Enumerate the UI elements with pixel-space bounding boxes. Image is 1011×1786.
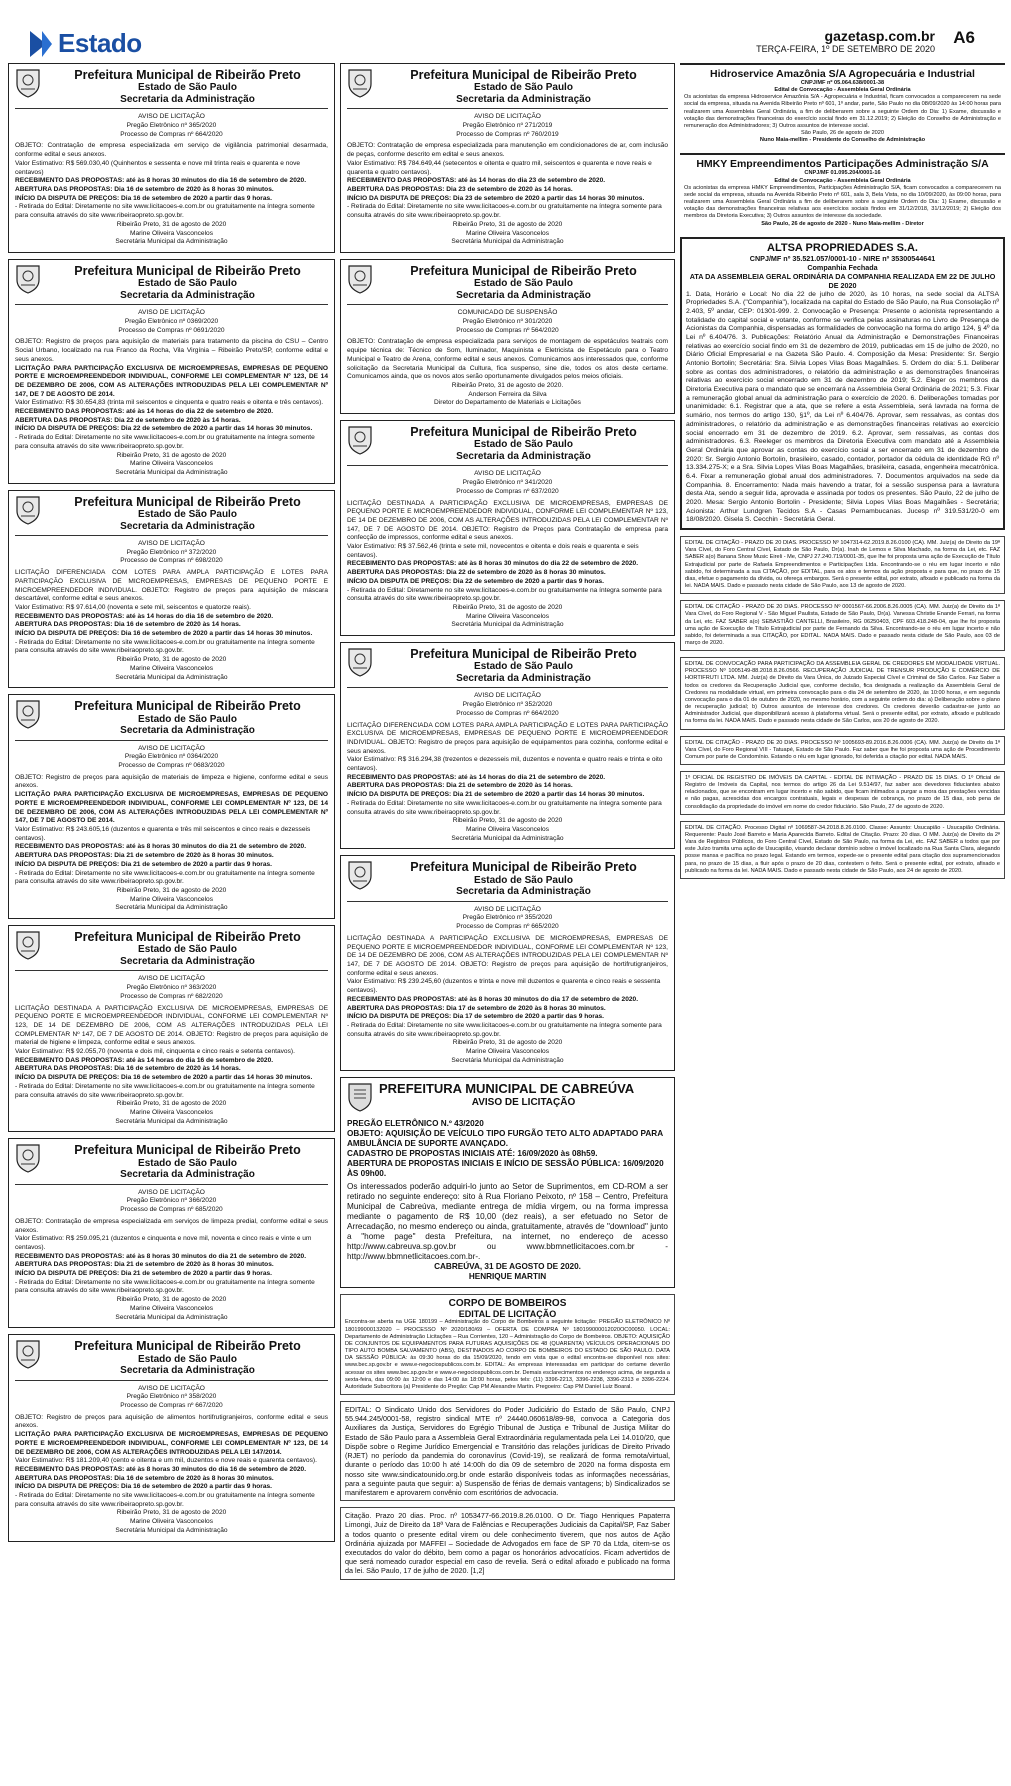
brand-arrow-icon: [42, 31, 52, 57]
notice-objeto: OBJETO: Contratação de empresa especializada em serviço de vigilância patrimonial desarmada, conforme edital e seus anexos.: [15, 142, 328, 159]
ribeirao-notice: [340, 642, 675, 849]
hidroservice-cnpj: CNPJ/MF nº 05.064.638/0001-38: [800, 80, 885, 86]
hidroservice-notice: [680, 63, 1005, 147]
notice-title: AVISO DE LICITAÇÃO: [138, 744, 205, 752]
crest-icon: [15, 68, 41, 98]
notice-org-state: Estado de São Paulo: [138, 944, 237, 956]
notice-abertura: ABERTURA DAS PROPOSTAS: Dia 23 de setembro de 2020 às 14 horas.: [347, 186, 573, 193]
notice-pregao: Pregão Eletrônico nº 301/2020: [462, 318, 553, 325]
edital-notice: [680, 536, 1005, 594]
notice-org-state: Estado de São Paulo: [474, 82, 573, 94]
notice-org-name: Prefeitura Municipal de Ribeirão Preto: [410, 647, 637, 662]
notice-valor: Valor Estimativo: R$ 239.245,60 (duzentos e trinta e nove mil duzentos e quarenta e cinco reais e sessenta centavos).: [347, 978, 661, 995]
notice-inicio: INÍCIO DA DISPUTA DE PREÇOS: Dia 21 de setembro de 2020 a partir das 14 horas 30 minutos.: [347, 791, 645, 799]
brand-logo: [30, 28, 142, 59]
cabreuva-subtitle: AVISO DE LICITAÇÃO: [471, 1097, 576, 1109]
notice-org-dept: Secretaria da Administração: [120, 1365, 255, 1377]
hidroservice-body: Os acionistas da empresa Hidroservice Amazônia S/A - Agropecuária e Industrial, ficam convocados a comparecerem na sede social da empresa, situada na Avenida Ribeirão Preto nº 601, 1º andar, parte, São Paulo no dia 08/09/2020 às 14:00 horas para realizarem uma Assembleia Geral Ordinária, a fim de deliberarem sobre a seguinte Ordem do Dia: 1) Exame, discussão e votação das demonstrações financeiras do exercício social findo em 31.12.2019; 2) Eleição do Conselho de Administração e remuneração dos Administradores; 3) Outros assuntos de interesse social.: [684, 94, 1001, 129]
notice-local: Ribeirão Preto, 31 de agosto de 2020: [116, 656, 227, 664]
ribeirao-notice: [8, 925, 335, 1132]
notice-processo: Processo de Compras nº 0683/2020: [118, 762, 225, 770]
cabreuva-body: Os interessados poderão adquiri-lo junto ao Setor de Suprimentos, em CD-ROM a ser retirado no seguinte endereço: sito à Rua Floriano Peixoto, nº 158 – Centro, Prefeitura Municipal de Cabreúva, mediante entrega de mídia virgem, ou na forma impressa mediante o pagamento de R$ 10,00 (dez reais), a ser efetuado no Setor de Arrecadação, no mesmo endereço ou ainda, gratuitamente, através de "download" junto a "home page" desta Prefeitura, na internet, no endereço de acesso http://www.cabreuva.sp.gov.br ou www.bbmnetlicitacoes.com.br -http://www.bbmnetlicitacoes.com.br-.: [347, 1182, 668, 1262]
cabreuva-abertura: ABERTURA DE PROPOSTAS INICIAIS E INÍCIO DE SESSÃO PÚBLICA: 16/09/2020 ÀS 09h00.: [347, 1159, 664, 1179]
notice-recebimento: RECEBIMENTO DAS PROPOSTAS: até às 14 horas do dia 22 de setembro de 2020.: [15, 408, 274, 416]
notice-objeto: LICITAÇÃO DIFERENCIADA COM LOTES PARA AMPLA PARTICIPAÇÃO E LOTES PARA PARTICIPAÇÃO EXCLUSIVA DE MICROEMPRESAS, EMPRESAS DE PEQUENO PORTE E MICROEMPREENDEDOR INDIVIDUAL. OBJETO: Registro de preços para aquisição de equipamentos para cozinha, conforme edital e seus anexos.: [347, 721, 668, 755]
hmky-cnpj: CNPJ/MF 01.095.204/0001-16: [804, 170, 881, 177]
notice-processo: Processo de Compras nº 685/2020: [120, 1206, 223, 1214]
notice-org-state: Estado de São Paulo: [138, 278, 237, 290]
notice-org-dept: Secretaria da Administração: [120, 520, 255, 532]
cabreuva-name: PREFEITURA MUNICIPAL DE CABREÚVA: [379, 1081, 635, 1097]
notice-signer: Marine Oliveira Vasconcelos: [129, 1304, 214, 1312]
hmky-notice: [680, 153, 1005, 230]
edital-notice: [680, 600, 1005, 651]
notice-org-name: Prefeitura Municipal de Ribeirão Preto: [74, 263, 301, 278]
edital-body: EDITAL DE CITAÇÃO - PRAZO DE 20 DIAS. PROCESSO Nº 0001567-66.2006.8.26.0005 (CA). MM. Juiz(a) de Direito da 1ª Vara Cível, do Foro Regional V - São Miguel Paulista, Estado de São Paulo, Dr(a). Vanessa Christie Enande Ferrari, na forma da Lei, etc. FAZ SABER a(o) SEBASTIÃO CANTELLI, Brasileiro, RG 06250403, CPF 603.418.248-04, que lhe foi proposta uma ação de Execução de Título Extrajudicial por parte de Fernando da Silva. Encontrando-se o réu em lugar incerto e não sabido, foi determinada a sua CITAÇÃO, por EDITAL. NADA MAIS. Dado e passado nesta cidade de São Paulo, aos 03 de março de 2020.: [685, 604, 1000, 646]
notice-signer: Anderson Ferreira da Silva: [468, 390, 547, 398]
notice-org-dept: Secretaria da Administração: [120, 93, 255, 105]
notice-abertura: ABERTURA DAS PROPOSTAS: Dia 21 de setembro de 2020 às 8 horas 30 minutos.: [15, 852, 274, 860]
sindicato-notice: [340, 1401, 675, 1501]
cabreuva-objeto: OBJETO: AQUISIÇÃO DE VEÍCULO TIPO FURGÃO TETO ALTO ADAPTADO PARA AMBULÂNCIA DE SUPORTE AVANÇADO.: [347, 1129, 663, 1149]
notice-signer-role: Secretária Municipal da Administração: [115, 238, 228, 246]
notice-signer-role: Secretária Municipal da Administração: [115, 1313, 228, 1321]
notice-org-name: Prefeitura Municipal de Ribeirão Preto: [74, 68, 301, 82]
ribeirao-notice: [340, 855, 675, 1071]
hidroservice-title: Hidroservice Amazônia S/A Agropecuária e Industrial: [710, 68, 975, 80]
notice-recebimento: RECEBIMENTO DAS PROPOSTAS: até às 8 horas 30 minutos do dia 17 de setembro de 2020.: [347, 995, 639, 1003]
notice-recebimento: RECEBIMENTO DAS PROPOSTAS: até às 14 horas do dia 16 de setembro de 2020.: [15, 1056, 274, 1064]
notice-processo: Processo de Compras nº 698/2020: [120, 557, 223, 565]
notice-title: COMUNICADO DE SUSPENSÃO: [457, 309, 558, 317]
notice-local: Ribeirão Preto, 31 de agosto de 2020: [116, 886, 227, 894]
notice-recebimento: RECEBIMENTO DAS PROPOSTAS: até às 8 horas 30 minutos do dia 16 de setembro de 2020.: [15, 1465, 307, 1473]
notice-retirada: - Retirada do Edital: Diretamente no site www.licitacoes-e.com.br ou gratuitamente na íntegra somente para consulta através do site www.ribeiraopreto.sp.gov.br.: [15, 1278, 315, 1295]
notice-recebimento: RECEBIMENTO DAS PROPOSTAS: até às 8 horas 30 minutos do dia 21 de setembro de 2020.: [15, 1252, 307, 1260]
crest-icon: [15, 930, 41, 960]
notice-abertura: ABERTURA DAS PROPOSTAS: Dia 21 de setembro de 2020 às 14 horas.: [347, 782, 573, 790]
page-number: A6: [953, 28, 975, 47]
notice-title: AVISO DE LICITAÇÃO: [474, 905, 541, 913]
notice-org-dept: Secretaria da Administração: [120, 725, 255, 737]
notice-local: Ribeirão Preto, 31 de agosto de 2020.: [451, 381, 564, 389]
altsa-notice: [680, 237, 1005, 530]
altsa-body: 1. Data, Horário e Local: No dia 22 de julho de 2020, às 10 horas, na sede social da ALTSA Propriedades S.A. ("Companhia"), localizada na capital do Estado de São Paulo, na Rua Consolação nº 2.403, 5º andar, CEP: 01301-999. 2. Convocação e Presença: Presente o acionista representando a totalidade do capital social e votante, conforme se verifica pelas assinaturas no Livro de Presença de Acionistas da Companhia, dispensadas as formalidades de convocação na forma do artigo 124, § 4º da Lei nº 6.404/76. 3. Publicações: Relatório Anual da Administração e Demonstrações Financeiras relativas ao exercício social findo em 31 de dezembro de 2019, publicadas em 15 de julho de 2020, no Diário Oficial Empresarial e na Gazeta São Paulo. 4. Composição da Mesa: Presidente: Sr. Sergio Antonio Bortolin; Secretária: Sra. Silvia Lopes Vilas Boas Magalhães. 5. Ordem do dia: 5.1. Deliberar sobre as contas dos administradores, o relatório da administração e as demonstrações financeiras relativas ao exercício social encerrado em 31 de dezembro de 2019; 5.2. Eleger os membros da Diretoria Executiva para o mandato que se encerrará na Assembleia Geral Ordinária de 2021; 5.3. Fixar a remuneração global anual da administração para o exercício de 2020. 6. Deliberações tomadas por unanimidade: 6.1. Registrar que a ata, que se refere a esta Assembleia, será lavrada na forma de sumário, nos termos do artigo 130, §1º, da Lei nº 6.404/76. Aprovar, sem ressalvas, as contas dos administradores, o relatório da administração e as demonstrações financeiras relativas ao exercício social encerrado em 31 de dezembro de 2019. 6.2. Aprovar, sem ressalvas, as contas dos administradores. 6.3. Reeleger os membros da Diretoria Executiva com mandato até a Assembleia Geral Ordinária que aprovar as contas do exercício social a ser encerrado em 31 de dezembro de 2020: Sr. Sergio Antonio Bortolin, brasileiro, casado, contador, portador da cédula de identidade RG nº 13.334.275-X; e a Sra. Silvia Lopes Vilas Boas Magalhães, brasileira, casada, engenheira mecatrônica. 6.4. Fixar a remuneração global anual dos administradores. 7. Documentos arquivados na sede da Companhia. 8. Encerramento: Nada mais havendo a tratar, foi a sessão suspensa para a lavratura desta Ata, sendo a seguir lida, aprovada e assinada por todos os presentes. São Paulo, 22 de julho de 2020. Mesa: Sergio Antonio Bortolin - Presidente; Silvia Lopes Vilas Boas Magalhães - Secretária; Acionista: Arthur Lundgren Tecidos S.A - Casas Pernambucanas. Jucesp nº 319.531/20-0 em 18/08/2020. Gisela S. Cecchin - Secretária Geral.: [686, 290, 999, 524]
notice-signer: Marine Oliveira Vasconcelos: [129, 895, 214, 903]
notice-title: AVISO DE LICITAÇÃO: [138, 309, 205, 317]
notice-objeto: OBJETO: Registro de preços para aquisição de materiais de limpeza e higiene, conforme edital e seus anexos.: [15, 773, 328, 790]
notice-valor: Valor Estimativo: R$ 37.562,46 (trinta e sete mil, novecentos e oitenta e dois reais e quarenta e seis centavos).: [347, 543, 639, 559]
notice-processo: Processo de Compras nº 637/2020: [456, 487, 559, 495]
notice-valor: Valor Estimativo: R$ 784.649,44 (setecentos e oitenta e quatro mil, seiscentos e quarenta e nove reais e quarenta e quatro centavos).: [347, 159, 652, 176]
notice-signer-role: Secretária Municipal da Administração: [115, 1526, 228, 1534]
notice-org-dept: Secretaria da Administração: [456, 672, 591, 684]
notice-recebimento: RECEBIMENTO DAS PROPOSTAS: até às 8 horas 30 minutos do dia 16 de setembro de 2020.: [15, 177, 307, 185]
notice-org-name: Prefeitura Municipal de Ribeirão Preto: [74, 1143, 301, 1158]
notice-inicio: INÍCIO DA DISPUTA DE PREÇOS: Dia 21 de setembro de 2020 a partir das 9 horas.: [15, 1270, 272, 1278]
notice-retirada: - Retirada do Edital: Diretamente no site www.licitacoes-e.com.br ou gratuitamente na íntegra somente para consulta através do site www.ribeiraopreto.sp.gov.br.: [347, 586, 662, 603]
notice-signer-role: Secretária Municipal da Administração: [115, 673, 228, 681]
notice-abertura: ABERTURA DAS PROPOSTAS: Dia 22 de setembro de 2020 às 14 horas.: [15, 416, 241, 424]
notice-org-state: Estado de São Paulo: [138, 1353, 237, 1365]
crest-icon: [347, 264, 373, 294]
ribeirao-notice: [8, 1138, 335, 1328]
notice-recebimento: RECEBIMENTO DAS PROPOSTAS: até às 14 horas do dia 21 de setembro de 2020.: [347, 773, 606, 781]
notice-inicio: INÍCIO DA DISPUTA DE PREÇOS: Dia 16 de setembro de 2020 a partir das 9 horas.: [15, 194, 272, 202]
notice-valor: Valor Estimativo: R$ 181.209,40 (cento e oitenta e um mil, duzentos e nove reais e quarenta centavos).: [15, 1457, 317, 1465]
notice-signer: Marine Oliveira Vasconcelos: [129, 1108, 214, 1116]
notice-abertura: ABERTURA DAS PROPOSTAS: Dia 16 de setembro de 2020 às 14 horas.: [15, 621, 241, 629]
ribeirao-notice: [8, 1334, 335, 1541]
notice-org-state: Estado de São Paulo: [474, 439, 573, 451]
hidroservice-edital: Edital de Convocação - Assembleia Geral Ordinária: [774, 87, 911, 94]
notice-local: Ribeirão Preto, 31 de agosto de 2020: [116, 220, 227, 228]
notice-signer-role: Secretária Municipal da Administração: [115, 904, 228, 912]
notice-valor: Valor Estimativo: R$ 259.095,21 (duzentos e cinquenta e nove mil, noventa e cinco reais e vinte e um centavos).: [15, 1235, 312, 1251]
notice-inicio: INÍCIO DA DISPUTA DE PREÇOS: Dia 16 de setembro de 2020 a partir das 14 horas 30 minutos.: [15, 630, 313, 638]
cabreuva-notice: [340, 1077, 675, 1288]
ribeirao-notice: [8, 259, 335, 484]
notice-abertura: ABERTURA DAS PROPOSTAS: Dia 16 de setembro de 2020 às 8 horas 30 minutos.: [15, 1474, 274, 1482]
notice-title: AVISO DE LICITAÇÃO: [138, 1188, 205, 1196]
notice-valor: Valor Estimativo: R$ 92.055,70 (noventa e dois mil, cinquenta e cinco reais e setenta centavos).: [15, 1048, 295, 1056]
notice-org-dept: Secretaria da Administração: [456, 289, 591, 301]
notice-title: AVISO DE LICITAÇÃO: [138, 975, 205, 983]
notice-recebimento: RECEBIMENTO DAS PROPOSTAS: até às 8 horas 30 minutos do dia 21 de setembro de 2020.: [15, 843, 307, 851]
hmky-edital: Edital de Convocação - Assembleia Geral Ordinária: [774, 177, 911, 184]
notice-inicio: INÍCIO DA DISPUTA DE PREÇOS: Dia 21 de setembro de 2020 a partir das 9 horas.: [15, 860, 272, 868]
notice-signer-role: Secretária Municipal da Administração: [115, 1117, 228, 1125]
notice-abertura: ABERTURA DAS PROPOSTAS: Dia 16 de setembro de 2020 às 14 horas.: [15, 1065, 241, 1073]
notice-org-name: Prefeitura Municipal de Ribeirão Preto: [410, 68, 637, 82]
masthead: [30, 28, 975, 58]
hmky-title: HMKY Empreendimentos Participações Administração S/A: [696, 158, 989, 171]
notice-title: AVISO DE LICITAÇÃO: [474, 692, 541, 700]
notice-org-name: Prefeitura Municipal de Ribeirão Preto: [410, 425, 637, 440]
altsa-type: Companhia Fechada: [807, 262, 878, 272]
notice-signer: Marine Oliveira Vasconcelos: [465, 825, 550, 833]
ribeirao-notice: [340, 420, 675, 636]
notice-org-state: Estado de São Paulo: [474, 661, 573, 673]
column-1: [8, 63, 335, 1548]
notice-objeto: LICITAÇÃO DIFERENCIADA COM LOTES PARA AMPLA PARTICIPAÇÃO E LOTES PARA PARTICIPAÇÃO EXCLUSIVA DE MICROEMPRESAS, EMPRESAS DE PEQUENO PORTE E MICROEMPREENDEDOR INDIVIDUAL. OBJETO: Registro de preços para aquisição de máscara descartável, conforme edital e seus anexos.: [15, 569, 328, 603]
cabreuva-sign-date: CABREÚVA, 31 DE AGOSTO DE 2020.: [434, 1262, 581, 1272]
cabreuva-pregao: PREGÃO ELETRÔNICO N.º 43/2020: [347, 1119, 484, 1129]
crest-icon: [15, 264, 41, 294]
notice-objeto: OBJETO: Registro de preços para aquisição de alimentos hortifrutigranjeiros, conforme edital e seus anexos.: [15, 1413, 328, 1430]
notice-inicio: INÍCIO DA DISPUTA DE PREÇOS: Dia 17 de setembro de 2020 a partir das 9 horas.: [347, 1013, 604, 1021]
notice-abertura: ABERTURA DAS PROPOSTAS: Dia 22 de setembro de 2020 às 8 horas 30 minutos.: [347, 569, 606, 577]
ribeirao-notice: [8, 694, 335, 919]
notice-inicio: INÍCIO DA DISPUTA DE PREÇOS: Dia 22 de setembro de 2020 a partir das 9 horas.: [347, 577, 604, 585]
crest-icon: [15, 495, 41, 525]
notice-local: Ribeirão Preto, 31 de agosto de 2020: [116, 451, 227, 459]
hmky-body: Os acionistas da empresa HMKY Empreendimentos, Participações Administração S/A, ficam convocados a comparecerem na sede social da empresa, situada na Avenida Ribeirão Preto nº 601, sala 3, Bela Vista, no dia 10/09/2020, às 09:00 horas, para realizarem uma Assembleia Geral Ordinária a fim de deliberarem sobre a seguinte Ordem do Dia: 1) Exame, discussão e votação das demonstrações financeiras relativas aos exercícios sociais findos em 31/12/2018, 31/12/2019; 2) Eleição dos membros da Diretoria Executiva; 3) Outros assuntos de interesse da sociedade.: [684, 184, 1001, 220]
notice-local: Ribeirão Preto, 31 de agosto de 2020: [452, 603, 563, 611]
notice-org-name: Prefeitura Municipal de Ribeirão Preto: [410, 860, 637, 875]
notice-signer: Marine Oliveira Vasconcelos: [129, 1518, 214, 1526]
notice-licitacao: LICITAÇÃO PARA PARTICIPAÇÃO EXCLUSIVA DE MICROEMPRESAS, EMPRESAS DE PEQUENO PORTE E MICROEMPREENDEDOR INDIVIDUAL, CONFORME LEI COMPLEMENTAR Nº 123, DE 14 DE DEZEMBRO DE 2006, COM AS ALTERAÇÕES INTRODUZIDAS PELA LEI COMPLEMENTAR Nº 147, DE 7 DE AGOSTO DE 2014.: [15, 364, 328, 398]
notice-org-state: Estado de São Paulo: [138, 713, 237, 725]
notice-recebimento: RECEBIMENTO DAS PROPOSTAS: até às 14 horas do dia 23 de setembro de 2020.: [347, 177, 606, 185]
edital-body: EDITAL DE CITAÇÃO - PRAZO DE 20 DIAS. PROCESSO Nº 1005693-89.2016.8.26.0006 (CA). MM. Juiz(a) de Direito da 1ª Vara Cível, do Foro Regional VIII - Tatuapé, Estado de São Paulo. Faz saber que lhe foi proposta uma ação de Procedimento Comum por parte de Condomínio. Estando o réu em lugar ignorado, foi deferida a citação por edital. NADA MAIS.: [685, 739, 1000, 760]
notice-processo: Processo de Compras nº 664/2020: [120, 130, 223, 138]
notice-signer: Marine Oliveira Vasconcelos: [129, 460, 214, 468]
notice-processo: Processo de Compras nº 760/2019: [456, 130, 559, 138]
notice-valor: Valor Estimativo: R$ 30.654,83 (trinta mil seiscentos e cinquenta e quatro reais e oitenta e três centavos).: [15, 399, 324, 407]
notice-pregao: Pregão Eletrônico nº 372/2020: [126, 548, 217, 556]
notice-org-dept: Secretaria da Administração: [456, 886, 591, 898]
issue-date: TERÇA-FEIRA, 1º DE SETEMBRO DE 2020: [756, 44, 935, 54]
notice-title: AVISO DE LICITAÇÃO: [138, 113, 205, 121]
notice-signer-role: Diretor do Departamento de Materiais e Licitações: [434, 399, 581, 407]
ribeirao-notice: [8, 63, 335, 253]
notice-processo: Processo de Compras nº 665/2020: [456, 923, 559, 931]
notice-signer: Marine Oliveira Vasconcelos: [465, 229, 550, 237]
notice-retirada: - Retirada do Edital: Diretamente no site www.licitacoes-e.com.br ou gratuitamente na íntegra somente para consulta através do site www.ribeiraopreto.sp.gov.br.: [15, 1492, 315, 1508]
crest-icon: [347, 860, 373, 890]
crest-icon: [15, 1143, 41, 1173]
notice-retirada: - Retirada do Edital: Diretamente no site www.licitacoes-e.com.br ou gratuitamente na íntegra somente para consulta através do site www.ribeiraopreto.sp.gov.br.: [347, 799, 662, 816]
sindicato-body: EDITAL: O Sindicato Unido dos Servidores do Poder Judiciário do Estado de São Paulo, CNPJ 55.944.245/0001-58, registro sindical MTE nº 24440.060618/89-98, convoca a Categoria dos Auxiliares da Justiça, Servidores do Egrégio Tribunal de Justiça e Tribunal de Justiça Militar do Estado de São Paulo para a Assembleia Geral Extraordinária regulamentada pela Lei 14.010/20, que Dispõe sobre o Regime Jurídico Emergencial e Transitório das relações jurídicas de Direito Privado (RJET) no período da pandemia do coronavírus (Covid-19), se realizará de forma remota/virtual, durante o período das 10:00 h até 14:00h do dia 09 de setembro de 2020 na forma disposta em nosso site www.sindicatounido.org.br onde estarão disponíveis todas as informações necessárias, para a seguinte pauta que seguir: a) Suspensão de férias de demais vantagens; b) Sindicalizados se manifestarem e aprovarem convênio com escritórios de advocacia.: [345, 1404, 670, 1497]
notice-signer: Marine Oliveira Vasconcelos: [465, 1048, 550, 1056]
notice-processo: Processo de Compras nº 664/2020: [456, 709, 559, 717]
notice-inicio: INÍCIO DA DISPUTA DE PREÇOS: Dia 23 de setembro de 2020 a partir das 14 horas 30 minutos.: [347, 194, 645, 202]
notice-objeto: OBJETO: Contratação de empresa especializada em serviços de limpeza predial, conforme edital e seus anexos.: [15, 1217, 328, 1234]
notice-pregao: Pregão Eletrônico nº 0369/2020: [124, 318, 219, 325]
crest-icon: [347, 647, 373, 677]
notice-local: Ribeirão Preto, 31 de agosto de 2020: [452, 817, 563, 825]
notice-processo: Processo de Compras nº 564/2020: [456, 326, 559, 334]
edital-body: EDITAL DE CITAÇÃO - PRAZO DE 20 DIAS. PROCESSO Nº 1047314-62.2019.8.26.0100 (CA). MM. Juiz(a) de Direito da 19ª Vara Cível, do Foro Central Cível, Estado de São Paulo, Dr(a). Inah de Lemos e Silva Machado, na forma da Lei, etc. FAZ SABER a(o) Banana Show Music Eireli - Me, CNPJ 27.240.719/0001-35, que lhe foi proposta uma ação de Execução de Título Extrajudicial por parte de Rafaela Empreendimentos e Participações Ltda. Encontrando-se o réu em lugar incerto e não sabido, foi determinada a sua CITAÇÃO, por EDITAL, para os atos e termos da ação proposta e para que, no prazo de 15 dias, efetue o pagamento da dívida, ou ofereça embargos. Será o presente edital, por extrato, afixado e publicado na forma da lei. NADA MAIS. Dado e passado nesta cidade de São Paulo, aos 13 de agosto de 2020.: [685, 540, 1000, 590]
notice-objeto: LICITAÇÃO DESTINADA A PARTICIPAÇÃO EXCLUSIVA DE MICROEMPRESAS, EMPRESAS DE PEQUENO PORTE E MICROEMPREENDEDOR INDIVIDUAL, CONFORME LEI COMPLEMENTAR Nº 123, DE 14 DE DEZEMBRO DE 2006, COM AS ALTERAÇÕES INTRODUZIDAS PELA LEI COMPLEMENTAR Nº 147, DE 7 DE AGOSTO DE 2014. OBJETO: Registro de preços para aquisição de hortifrutigranjeiros, conforme edital e seus anexos.: [347, 934, 668, 977]
notice-org-name: Prefeitura Municipal de Ribeirão Preto: [74, 699, 301, 714]
notice-retirada: - Retirada do Edital: Diretamente no site www.licitacoes-e.com.br ou gratuitamente na íntegra somente para consulta através do site www.ribeiraopreto.sp.gov.br.: [15, 869, 315, 886]
notice-pregao: Pregão Eletrônico nº 352/2020: [462, 701, 553, 709]
edital-body: 1º OFICIAL DE REGISTRO DE IMÓVEIS DA CAPITAL - EDITAL DE INTIMAÇÃO - PRAZO DE 15 DIAS. O 1º Oficial de Registro de Imóveis da Capital, nos termos do artigo 26 da Lei 9.514/97, faz saber aos devedores fiduciantes abaixo relacionados, que se encontram em lugar incerto e não sabido, que ficam intimados a purgar a mora das prestações vencidas e não pagas, acrescidas dos encargos contratuais, legais e despesas de cobrança, no prazo de 15 dias, sob pena de consolidação da propriedade do imóvel em nome do credor fiduciário. São Paulo, 27 de agosto de 2020.: [685, 775, 1000, 810]
notice-signer-role: Secretária Municipal da Administração: [451, 238, 564, 246]
notice-title: AVISO DE LICITAÇÃO: [474, 470, 541, 478]
notice-inicio: INÍCIO DA DISPUTA DE PREÇOS: Dia 22 de setembro de 2020 a partir das 14 horas 30 minutos.: [15, 425, 313, 433]
edital-notice: [680, 821, 1005, 879]
notice-local: Ribeirão Preto, 31 de agosto de 2020: [452, 1039, 563, 1047]
bombeiros-body: Encontra-se aberta na UGE 180199 – Administração do Corpo de Bombeiros a seguinte licitação: PREGÃO ELETRÔNICO Nº 180199000132020 – PROCESSO Nº 2020/180/69 – OFERTA DE COMPRA Nº 180199000012020OC00050. LOCAL: Departamento de Administração Licitações – Rua Corrientes, 120 – Administração do Corpo de Bombeiros. OBJETO: AQUISIÇÃO DE CONJUNTOS DE EQUIPAMENTOS PARA FUTURAS AQUISIÇÕES DE 48 (QUARENTA) VEÍCULOS OPERACIONAIS DO TIPO AUTO BOMBA SALVAMENTO (ABS), DESTINADOS AO CORPO DE BOMBEIROS DO ESTADO DE SÃO PAULO. DATA DA SESSÃO PÚBLICA: às 09:30 horas do dia 15/09/2020, tendo em vista que o edital encontra-se disponível nos sites: www.bec.sp.gov.br e www.e-negociospublicos.com.br. EDITAL: As empresas interessadas em participar do certame deverão acessar os sites www.bec.sp.gov.br e www.e-negociospublicos.com.br. Demais esclarecimentos no endereço acima, de segunda a sexta-feira, das 09:00 às 12:00 e das 14:00 às 18:00 horas, pelos tels: (11) 3396-2213, 3396-2238, 3396-2313 e 3396-2224. Autoridade Subscritora (a) Presidente do Pregão: Cap PM Alexandre Martin. Pregoeiro: Cap PM Daniel Luiz Boaral.: [345, 1319, 670, 1390]
altsa-cnpj: CNPJ/MF nº 35.521.057/0001-10 - NIRE nº 35300544641: [749, 253, 936, 263]
notice-signer: Marine Oliveira Vasconcelos: [465, 612, 550, 620]
notice-valor: Valor Estimativo: R$ 569.030,40 (Quinhentos e sessenta e nove mil trinta reais e quarenta e nove centavos): [15, 159, 301, 176]
notice-abertura: ABERTURA DAS PROPOSTAS: Dia 17 de setembro de 2020 às 8 horas 30 minutos.: [347, 1004, 606, 1012]
notice-org-dept: Secretaria da Administração: [120, 289, 255, 301]
notice-org-name: Prefeitura Municipal de Ribeirão Preto: [410, 263, 637, 278]
notice-licitacao: LICITAÇÃO PARA PARTICIPAÇÃO EXCLUSIVA DE MICROEMPRESAS, EMPRESAS DE PEQUENO PORTE E MICROEMPREENDEDOR INDIVIDUAL, CONFORME LEI COMPLEMENTAR Nº 123, DE 14 DE DEZEMBRO DE 2006, COM AS ALTERAÇÕES INTRODUZIDAS PELA LEI 147/2014.: [15, 1431, 328, 1456]
notice-recebimento: RECEBIMENTO DAS PROPOSTAS: até às 8 horas 30 minutos do dia 22 de setembro de 2020.: [347, 560, 639, 568]
ribeirao-notice: [340, 63, 675, 253]
notice-pregao: Pregão Eletrônico nº 363/2020: [126, 984, 217, 992]
notice-pregao: Pregão Eletrônico nº 365/2020: [126, 122, 217, 130]
notice-objeto: OBJETO: Contratação de empresa especializada para manutenção em condicionadores de ar, com inclusão de peças, conforme descrito em edital e seus anexos.: [347, 142, 668, 159]
notice-processo: Processo de Compras nº 667/2020: [120, 1402, 223, 1410]
hidroservice-date: São Paulo, 26 de agosto de 2020: [800, 130, 885, 137]
notice-org-dept: Secretaria da Administração: [120, 1169, 255, 1181]
notice-retirada: - Retirada do Edital: Diretamente no site www.licitacoes-e.com.br ou gratuitamente na íntegra somente para consulta através do site www.ribeiraopreto.sp.gov.br.: [15, 203, 315, 220]
notice-pregao: Pregão Eletrônico nº 358/2020: [126, 1393, 217, 1401]
notice-pregao: Pregão Eletrônico nº 366/2020: [126, 1197, 217, 1205]
notice-objeto: LICITAÇÃO DESTINADA A PARTICIPAÇÃO EXCLUSIVA DE MICROEMPRESAS, EMPRESAS DE PEQUENO PORTE E MICROEMPREENDEDOR INDIVIDUAL, CONFORME LEI COMPLEMENTAR Nº 123, DE 14 DE DEZEMBRO DE 2006, COM AS ALTERAÇÕES INTRODUZIDAS PELA LEI COMPLEMENTAR Nº 147, DE 7 DE AGOSTO DE 2014. OBJETO: Registro de preços para aquisição de material de higiene e limpeza, conforme edital e seus anexos.: [15, 1004, 328, 1047]
notice-retirada: - Retirada do Edital: Diretamente no site www.licitacoes-e.com.br ou gratuitamente na íntegra somente para consulta através do site www.ribeiraopreto.sp.gov.br.: [347, 1021, 662, 1038]
brand-name: Estado: [58, 28, 142, 58]
notice-retirada: - Retirada do Edital: Diretamente no site www.licitacoes-e.com.br ou gratuitamente na íntegra somente para consulta através do site www.ribeiraopreto.sp.gov.br.: [347, 203, 662, 220]
citacao-body: Citação. Prazo 20 dias. Proc. nº 1053477-66.2019.8.26.0100. O Dr. Tiago Henriques Papaterra Limongi, Juiz de Direito da 18ª Vara de Falências e Recuperações Judiciais da Capital/SP, Faz Saber a todos quanto o presente edital virem ou dele conhecimento tiverem, que nos autos de Ação Ordinária ajuizada por MAFFEI – Sociedade de Advogados em face de SP 70 da Ltda, citem-se os executados do valor do débito, bem como a pagar os honorários advocatícios. Ficam advertidos de que será nomeado curador especial em caso de revelia. Será o edital afixado e publicado na forma da lei. São Paulo, 17 de julho de 2020. [1,2]: [345, 1511, 670, 1576]
notice-inicio: INÍCIO DA DISPUTA DE PREÇOS: Dia 16 de setembro de 2020 a partir das 14 horas 30 minutos.: [15, 1074, 313, 1082]
bombeiros-title: CORPO DE BOMBEIROS: [448, 1298, 567, 1310]
notice-retirada: - Retirada do Edital: Diretamente no site www.licitacoes-e.com.br ou gratuitamente na íntegra somente para consulta através do site www.ribeiraopreto.sp.gov.br.: [15, 1082, 315, 1099]
notice-pregao: Pregão Eletrônico nº 355/2020: [462, 914, 553, 922]
bombeiros-subtitle: EDITAL DE LICITAÇÃO: [458, 1309, 557, 1320]
cabreuva-signer: HENRIQUE MARTIN: [468, 1272, 547, 1282]
notice-org-state: Estado de São Paulo: [474, 874, 573, 886]
notice-org-dept: Secretaria da Administração: [120, 955, 255, 967]
notice-org-state: Estado de São Paulo: [138, 1157, 237, 1169]
ribeirao-notice: [8, 490, 335, 689]
notice-signer-role: Secretária Municipal da Administração: [115, 468, 228, 476]
notice-org-name: Prefeitura Municipal de Ribeirão Preto: [74, 1339, 301, 1354]
notice-valor: Valor Estimativo: R$ 316.294,38 (trezentos e dezesseis mil, duzentos e noventa e quatro reais e trinta e oito centavos).: [347, 756, 663, 773]
notice-org-dept: Secretaria da Administração: [456, 93, 591, 105]
notice-org-name: Prefeitura Municipal de Ribeirão Preto: [74, 494, 301, 509]
notice-licitacao: LICITAÇÃO PARA PARTICIPAÇÃO EXCLUSIVA DE MICROEMPRESAS, EMPRESAS DE PEQUENO PORTE E MICROEMPREENDEDOR INDIVIDUAL, CONFORME LEI COMPLEMENTAR Nº 123, DE 14 DE DEZEMBRO DE 2006, COM AS ALTERAÇÕES INTRODUZIDAS PELA LEI COMPLEMENTAR Nº 147, DE 7 DE AGOSTO DE 2014.: [15, 791, 328, 825]
notice-pregao: Pregão Eletrônico nº 0364/2020: [124, 753, 219, 761]
bombeiros-notice: [340, 1294, 675, 1395]
edital-body: EDITAL DE CITAÇÃO. Processo Digital nº 1069587-34.2018.8.26.0100. Classe: Assunto: Usucapião - Usucapião Ordinária. Requerente: Paulo José Barreto e Maria Aparecida Barreto. Edital de Citação. Prazo: 20 dias. O MM. Juiz(a) de Direito da 2ª Vara de Registros Públicos, do Foro Central Cível, Estado de São Paulo, na forma da Lei, etc. FAZ SABER a todos que por este Juízo tramita uma ação de Usucapião, visando declarar domínio sobre o imóvel localizado na Rua Santa Clara, alegando posse mansa e pacífica no prazo legal. Estando em termos, expede-se o presente edital para citação dos supramencionados para, no prazo de 15 dias, a fluir após o prazo de 20 dias, contestem o feito. Será o presente edital, por extrato, afixado e publicado na forma da lei. NADA MAIS. Dado e passado nesta cidade de São Paulo, aos 24 de agosto de 2020.: [685, 824, 1000, 874]
notice-signer-role: Secretária Municipal da Administração: [451, 621, 564, 629]
notice-signer-role: Secretária Municipal da Administração: [451, 1056, 564, 1064]
notice-title: AVISO DE LICITAÇÃO: [138, 1384, 205, 1392]
crest-icon: [347, 1082, 373, 1112]
notice-abertura: ABERTURA DAS PROPOSTAS: Dia 21 de setembro de 2020 às 8 horas 30 minutos.: [15, 1261, 274, 1269]
edital-body: EDITAL DE CONVOCAÇÃO PARA PARTICIPAÇÃO DA ASSEMBLEIA GERAL DE CREDORES EM MODALIDADE VIRTUAL. PROCESSO Nº 1005149-88.2018.8.26.0566. RECUPERAÇÃO JUDICIAL DE TRENSUR PRODUÇÃO E COMÉRCIO DE HORTIFRUTI LTDA. MM. Juiz(a) de Direito da Vara Única, do Juizado Especial Cível e Criminal de São Carlos. Faz Saber a todos os credores da Recuperação Judicial que, conforme decisão, fica designada a realização da Assembleia Geral de Credores na modalidade virtual, em primeira convocação para o dia 24 de setembro de 2020, às 10:00 horas, e em segunda convocação para o dia 01 de outubro de 2020, no mesmo horário, com a seguinte ordem do dia: a) Deliberação sobre o plano de recuperação judicial; b) Outros assuntos de interesse dos credores. Os credores deverão cadastrar-se junto ao Administrador Judicial, que disponibilizará acesso à plataforma virtual. Será o presente edital, por extrato, afixado e publicado na forma da lei. NADA MAIS. Dado e passado nesta cidade de São Carlos, aos 20 de agosto de 2020.: [685, 661, 1000, 725]
edital-notice: [680, 736, 1005, 765]
altsa-title: ALTSA PROPRIEDADES S.A.: [767, 241, 918, 254]
notice-org-state: Estado de São Paulo: [138, 509, 237, 521]
crest-icon: [347, 68, 373, 98]
notice-org-name: Prefeitura Municipal de Ribeirão Preto: [74, 930, 301, 945]
edital-notice: [680, 657, 1005, 729]
site-url: gazetasp.com.br: [824, 28, 935, 44]
crest-icon: [15, 1339, 41, 1369]
ribeirao-notice: [340, 259, 675, 414]
notice-local: Ribeirão Preto, 31 de agosto de 2020: [452, 220, 563, 228]
notice-org-dept: Secretaria da Administração: [456, 450, 591, 462]
cabreuva-cadastro: CADASTRO DE PROPOSTAS INICIAIS ATÉ: 16/09/2020 às 08h59.: [347, 1149, 598, 1159]
notice-inicio: INÍCIO DA DISPUTA DE PREÇOS: Dia 16 de setembro de 2020 a partir das 9 horas.: [15, 1483, 272, 1491]
hmky-date: São Paulo, 26 de agosto de 2020 - Nuno Maia-mellim - Diretor: [761, 220, 924, 227]
crest-icon: [347, 425, 373, 455]
notice-signer: Marine Oliveira Vasconcelos: [129, 229, 214, 237]
notice-pregao: Pregão Eletrônico nº 271/2019: [462, 122, 553, 130]
notice-retirada: - Retirada do Edital: Diretamente no site www.licitacoes-e.com.br ou gratuitamente na íntegra somente para consulta através do site www.ribeiraopreto.sp.gov.br.: [15, 638, 315, 655]
notice-valor: Valor Estimativo: R$ 97.614,00 (noventa e sete mil, seiscentos e quatorze reais).: [15, 603, 251, 611]
altsa-ata: ATA DA ASSEMBLEIA GERAL ORDINÁRIA DA COMPANHIA REALIZADA EM 22 DE JULHO DE 2020: [689, 272, 996, 291]
notice-pregao: Pregão Eletrônico nº 341/2020: [462, 479, 553, 487]
notice-org-state: Estado de São Paulo: [138, 82, 237, 94]
column-2: [340, 63, 675, 1586]
notice-objeto: LICITAÇÃO DESTINADA A PARTICIPAÇÃO EXCLUSIVA DE MICROEMPRESAS, EMPRESAS DE PEQUENO PORTE E MICROEMPREENDEDOR INDIVIDUAL, CONFORME LEI COMPLEMENTAR Nº 123, DE 14 DE DEZEMBRO DE 2006, COM AS ALTERAÇÕES INTRODUZIDAS PELA LEI COMPLEMENTAR Nº 147, DE 7 DE AGOSTO DE 2014. OBJETO: Registro de Preços para Contratação de empresa para confecção de impressos, conforme edital e seus anexos.: [347, 499, 668, 542]
edital-notice: [680, 771, 1005, 815]
crest-icon: [15, 699, 41, 729]
citacao-notice: [340, 1507, 675, 1580]
notice-local: Ribeirão Preto, 31 de agosto de 2020: [116, 1100, 227, 1108]
notice-processo: Processo de Compras nº 682/2020: [120, 992, 223, 1000]
notice-org-state: Estado de São Paulo: [474, 278, 573, 290]
notice-local: Ribeirão Preto, 31 de agosto de 2020: [116, 1296, 227, 1304]
notice-objeto: OBJETO: Registro de preços para aquisição de materiais para tratamento da piscina do CSU – Centro Social Urbano, localizado na rua Franco da Rocha, Vila Virgínia – Ribeirão Preto/SP, conforme edital e seus anexos.: [15, 338, 328, 363]
notice-local: Ribeirão Preto, 31 de agosto de 2020: [116, 1509, 227, 1517]
notice-title: AVISO DE LICITAÇÃO: [474, 113, 541, 121]
notice-recebimento: RECEBIMENTO DAS PROPOSTAS: até às 14 horas do dia 16 de setembro de 2020.: [15, 612, 274, 620]
notice-title: AVISO DE LICITAÇÃO: [138, 540, 205, 548]
column-3: [680, 63, 1005, 885]
notice-signer-role: Secretária Municipal da Administração: [451, 834, 564, 842]
notice-valor: Valor Estimativo: R$ 243.605,16 (duzentos e quarenta e três mil seiscentos e cinco reais e dezesseis centavos).: [15, 825, 311, 842]
notice-processo: Processo de Compras nº 0691/2020: [118, 326, 225, 334]
notice-abertura: ABERTURA DAS PROPOSTAS: Dia 16 de setembro de 2020 às 8 horas 30 minutos.: [15, 186, 274, 193]
notice-objeto: OBJETO: Contratação de empresa especializada para serviços de montagem de espetáculos teatrais com equipe técnica de: Técnico de Som, Iluminador, Maquinista e Eletricista de Espetáculo para o Teatro Municipal e Teatro de Arena, conforme edital e seus anexos. Comunicamos aos interessados que, conforme solicitação da Secretaria Municipal da Cultura, fica suspenso, sine die, todos os atos deste certame. Comunicamos ainda, que os novos atos serão oportunamente divulgados pelos meios oficiais.: [347, 338, 668, 381]
notice-retirada: - Retirada do Edital: Diretamente no site www.licitacoes-e.com.br ou gratuitamente na íntegra somente para consulta através do site www.ribeiraopreto.sp.gov.br.: [15, 434, 315, 450]
hidroservice-signer: Nuno Maia-mellim - Presidente do Conselho de Administração: [759, 137, 926, 144]
notice-signer: Marine Oliveira Vasconcelos: [129, 664, 214, 672]
